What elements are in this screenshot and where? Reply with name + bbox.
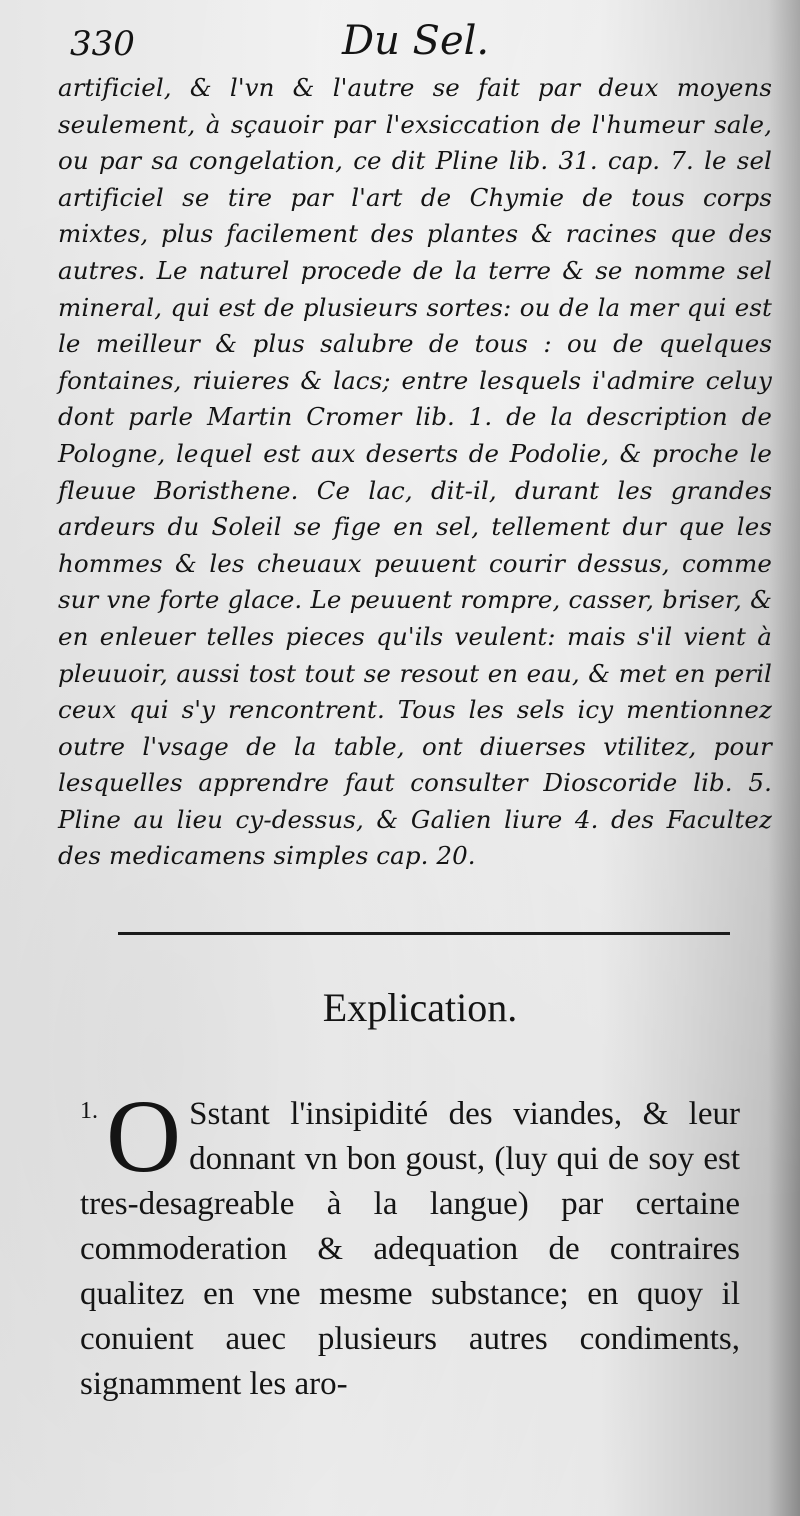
explication-paragraph: Sstant l'insipidité des viandes, & leur donnant vn bon goust, (luy qui de soy est tres-desagreable à la langue) par certaine commoderation & adequation de contraires qualitez en vne mesme substance; en quoy il conuient auec plusieurs autres condiments, signamment les aro- (80, 1096, 740, 1402)
main-paragraph: artificiel, & l'vn & l'autre se fait par deux moyens seulement, à sçauoir par l'exsiccation de l'humeur sale, ou par sa congelation, ce dit Pline lib. 31. cap. 7. le sel artificiel se tire par l'art de Chymie de tous corps mixtes, plus facilement des plantes & racines que des autres. Le naturel procede de la terre & se nomme sel mineral, qui est de plusieurs sortes: ou de la mer qui est le meilleur & plus salubre de tous : ou de quelques fontaines, riuieres & lacs; entre lesquels i'admire celuy dont parle Martin Cromer lib. 1. de la description de Pologne, lequel est aux deserts de Podolie, & proche le fleuue Boristhene. Ce lac, dit-il, durant les grandes ardeurs du Soleil se fige en sel, tellement dur que les hommes & les cheuaux peuuent courir dessus, comme sur vne forte glace. Le peuuent rompre, casser, briser, & en enleuer telles pieces qu'ils veulent: mais s'il vient à pleuuoir, aussi tost tout se resout en eau, & met en peril ceux qui s'y rencontrent. Tous les sels icy mentionnez outre l'vsage de la table, ont diuerses vtilitez, pour lesquelles apprendre faut consulter Dioscoride lib. 5. Pline au lieu cy-dessus, & Galien liure 4. des Facultez des medicamens simples cap. 20. (58, 73, 772, 871)
section-divider (118, 932, 730, 935)
running-head: Du Sel. (342, 18, 490, 64)
page-number: 330 (70, 24, 135, 64)
page-header (70, 14, 770, 68)
drop-cap: O (106, 1079, 182, 1194)
explication-block (80, 1079, 740, 1407)
item-number: 1. (80, 1098, 98, 1124)
main-text-block (58, 70, 772, 875)
section-heading: Explication. (322, 985, 518, 1030)
